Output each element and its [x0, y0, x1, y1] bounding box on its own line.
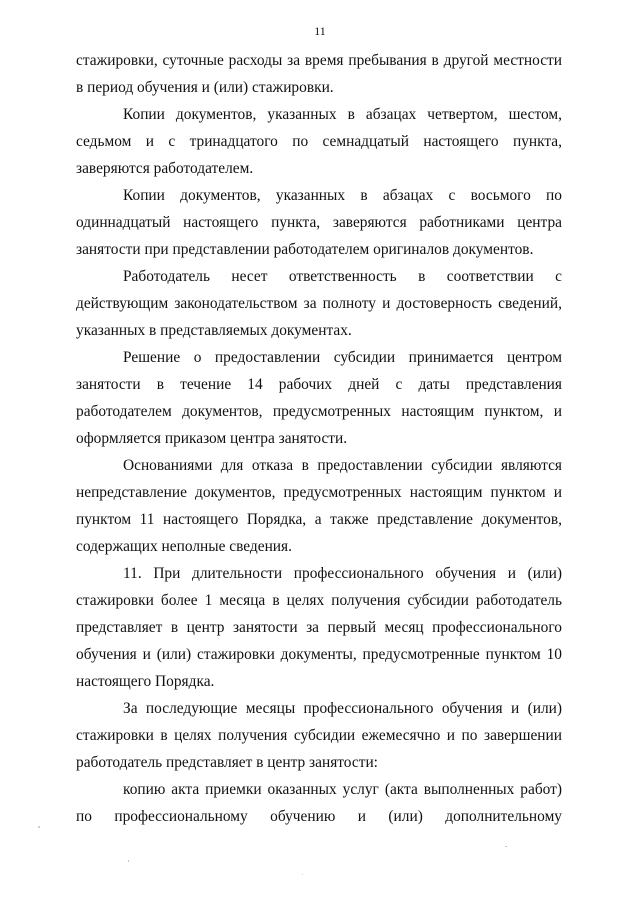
paragraph-3: Копии документов, указанных в абзацах с восьмого по одиннадцатый настоящего пункта, заверяются работниками центра занятости при представлении работодателем оригиналов документов. [76, 187, 562, 258]
paragraph-2: Копии документов, указанных в абзацах четвертом, шестом, седьмом и с тринадцатого по семнадцатый настоящего пункта, заверяются работодателем. [76, 106, 562, 177]
paragraph-7: 11. При длительности профессионального обучения и (или) стажировки более 1 месяца в целях получения субсидии работодатель представляет в центр занятости за первый месяц профессионального обучения и (или) стажировки документы, предусмотренные пунктом 10 настоящего Порядка. [76, 565, 562, 690]
document-body [76, 47, 562, 830]
paragraph-8: За последующие месяцы профессионального обучения и (или) стажировки в целях получения субсидии ежемесячно и по завершении работодатель представляет в центр занятости: [76, 700, 562, 771]
paragraph-4: Работодатель несет ответственность в соответствии с действующим законодательством за полноту и достоверность сведений, указанных в представляемых документах. [76, 268, 562, 339]
paragraph-6: Основаниями для отказа в предоставлении субсидии являются непредставление документов, предусмотренных настоящим пунктом и пунктом 11 настоящего Порядка, а также представление документов, содержащих неполные сведения. [76, 457, 562, 555]
scan-speck [38, 826, 40, 828]
page-number: 11 [314, 24, 326, 38]
scan-speck [128, 860, 129, 862]
paragraph-5: Решение о предоставлении субсидии принимается центром занятости в течение 14 рабочих дней с даты представления работодателем документов, предусмотренных настоящим пунктом, и оформляется приказом центра занятости. [76, 349, 562, 447]
paragraph-1: стажировки, суточные расходы за время пребывания в другой местности в период обучения и (или) стажировки. [76, 52, 562, 96]
scan-speck [505, 846, 507, 847]
paragraph-9: копию акта приемки оказанных услуг (акта выполненных работ) по профессиональному обучению и (или) дополнительному [76, 781, 562, 825]
scan-speck [302, 874, 303, 875]
